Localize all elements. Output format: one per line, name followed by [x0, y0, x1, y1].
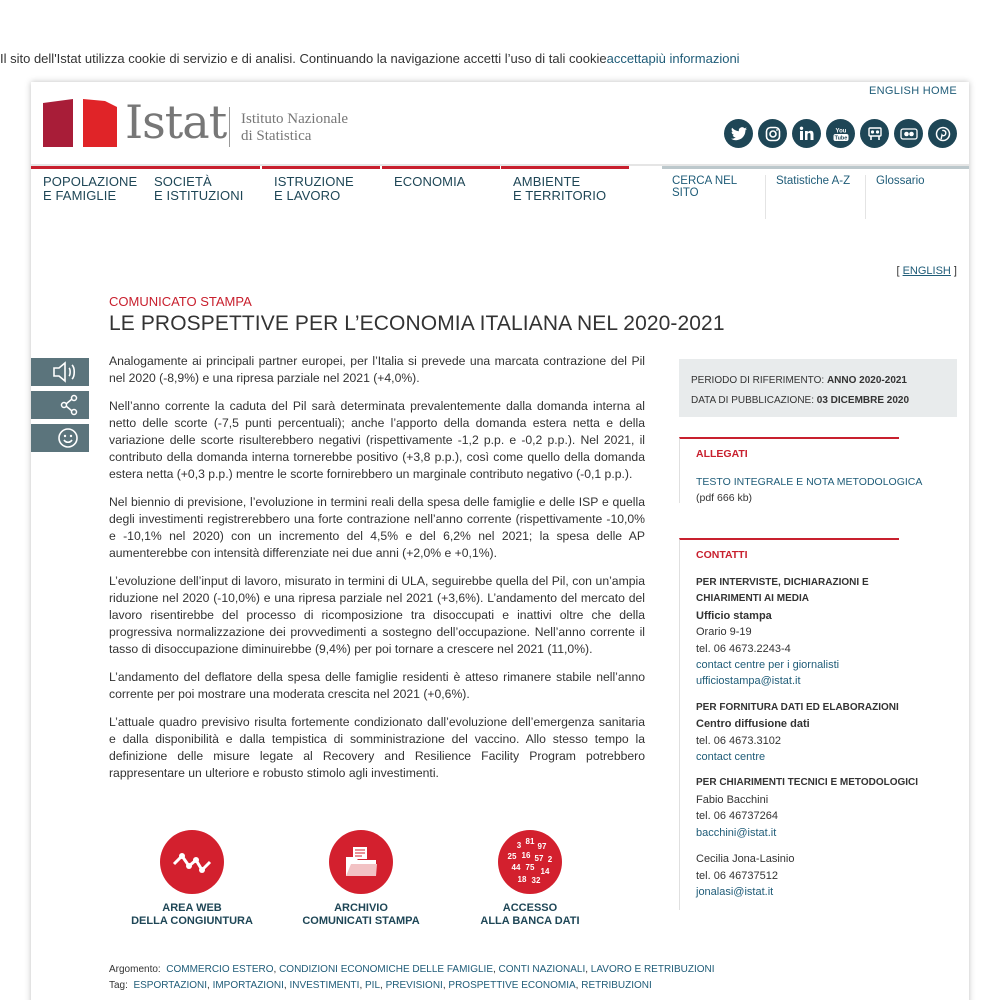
feature-label-line2: COMUNICATI STAMPA — [302, 915, 420, 927]
slideshare-icon[interactable] — [860, 119, 889, 148]
svg-text:32: 32 — [531, 876, 541, 885]
contact-phone: tel. 06 46737512 — [696, 869, 778, 882]
article-body — [109, 353, 645, 793]
svg-text:2: 2 — [547, 855, 553, 864]
cookie-text: Il sito dell'Istat utilizza cookie di servizio e di analisi. Continuando la navigazione accetti l’uso di tali cookie — [0, 51, 607, 66]
contact-phone: tel. 06 4673.2243-4 — [696, 642, 791, 655]
attachments-heading: ALLEGATI — [696, 448, 748, 460]
archivio-comunicati-link[interactable] — [291, 830, 431, 928]
svg-text:18: 18 — [517, 875, 527, 884]
contact-email-link[interactable]: bacchini@istat.it — [696, 826, 777, 839]
bracket-open: [ — [896, 265, 903, 277]
feature-label — [122, 902, 262, 928]
publication-info — [679, 359, 957, 417]
tag-link[interactable]: CONDIZIONI ECONOMICHE DELLE FAMIGLIE — [279, 964, 493, 975]
svg-text:81: 81 — [525, 837, 535, 846]
spacer — [696, 765, 899, 775]
nav-economia[interactable] — [382, 166, 500, 212]
contact-section-heading: PER INTERVISTE, DICHIARAZIONI E — [696, 577, 869, 588]
press-email-link[interactable]: ufficiostampa@istat.it — [696, 675, 801, 688]
publication-date-value: 03 DICEMBRE 2020 — [816, 395, 910, 406]
contact-phone: tel. 06 4673.3102 — [696, 734, 782, 747]
contact-phone: tel. 06 46737264 — [696, 810, 778, 823]
svg-text:Tube: Tube — [834, 135, 847, 142]
paragraph: Nel biennio di previsione, l’evoluzione in termini reali della spesa delle famiglie e delle ISP e quella degli investimenti registrerebbero una forte contrazione nell’anno corrente (rispettivamente -10,0% e -10,1% nel 2020) con un incremento del 4,5% e del 6,2% nel 2021; la spesa delle AP aumenterebbe con intensità differenziate nei due anni (+2,0% e +0,1%). — [109, 495, 645, 560]
svg-text:75: 75 — [525, 863, 535, 872]
database-numbers-icon — [498, 830, 562, 894]
paragraph: Nell’anno corrente la caduta del Pil sarà determinata prevalentemente dalla domanda interna al netto delle scorte (-7,5 punti percentuali); anche l’apporto della domanda estera netta e della variazione delle scorte risulterebbero negativi (rispettivamente -1,2 p.p. e -0,2 p.p.). Nel 2021, il contributo della domanda interna tornerebbe positivo (+3,8 p.p.), così come quello della domanda estera netta (+0,3 p.p.) mentre le scorte fornirebbero un marginale contributo negativo (-0,1 p.p.). — [109, 399, 645, 481]
nav-label-line1: ECONOMIA — [394, 174, 466, 189]
tag-row: Tag: ESPORTAZIONI, IMPORTAZIONI, INVESTIMENTI, PIL, PREVISIONI, PROSPETTIVE ECONOMIA, RETRIBUZIONI — [109, 980, 652, 991]
full-text-pdf-link[interactable]: TESTO INTEGRALE E NOTA METODOLOGICA — [696, 476, 923, 488]
tag-link[interactable]: INVESTIMENTI — [289, 980, 360, 991]
feature-label-line1: AREA WEB — [162, 902, 222, 914]
contacts-box — [679, 538, 919, 910]
svg-text:57: 57 — [534, 854, 544, 863]
nav-popolazione-famiglie[interactable] — [31, 166, 150, 212]
attachments-box — [679, 437, 923, 505]
paragraph: L’andamento del deflatore della spesa delle famiglie residenti è atteso rimanere stabile nell’anno corrente per poi mostrare una moderata crescita nel 2021 (+0,6%). — [109, 670, 645, 701]
nav-label-line1: ISTRUZIONE — [274, 174, 354, 189]
page-title: LE PROSPETTIVE PER L’ECONOMIA ITALIANA NEL 2020-2021 — [109, 312, 725, 335]
tag-link[interactable]: CONTI NAZIONALI — [498, 964, 586, 975]
logo-wordmark: Istat — [125, 95, 227, 149]
tag-link[interactable]: COMMERCIO ESTERO — [166, 964, 274, 975]
tag-link[interactable]: LAVORO E RETRIBUZIONI — [590, 964, 715, 975]
contact-section-heading: CHIARIMENTI AI MEDIA — [696, 593, 809, 605]
cookie-banner — [0, 51, 740, 66]
nav-label-line1: AMBIENTE — [513, 174, 581, 189]
area-web-congiuntura-link[interactable] — [122, 830, 262, 928]
tag-link[interactable]: IMPORTAZIONI — [212, 980, 284, 991]
contact-email-link[interactable]: jonalasi@istat.it — [696, 885, 774, 898]
svg-text:You: You — [835, 128, 846, 134]
feature-label-line1: ARCHIVIO — [334, 902, 388, 914]
tag-label: Tag: — [109, 980, 128, 991]
article-tags — [109, 962, 715, 994]
feedback-button[interactable] — [31, 424, 89, 452]
press-contact-centre-link[interactable]: contact centre per i giornalisti — [696, 659, 840, 672]
youtube-icon[interactable] — [826, 119, 855, 148]
logo-subtitle-line2: di Statistica — [241, 128, 312, 144]
argomento-label: Argomento: — [109, 964, 161, 975]
feature-label-line2: ALLA BANCA DATI — [480, 915, 580, 927]
flickr-icon[interactable] — [894, 119, 923, 148]
tag-link[interactable]: PIL — [365, 980, 381, 991]
english-home-link[interactable]: ENGLISH HOME — [869, 85, 957, 97]
paragraph: Analogamente ai principali partner europei, per l’Italia si prevede una marcata contrazione del Pil nel 2020 (-8,9%) e una ripresa parziale nel 2021 (+4,0%). — [109, 354, 645, 385]
publication-date — [691, 391, 945, 411]
tag-link[interactable]: RETRIBUZIONI — [581, 980, 652, 991]
contact-hours: Orario 9-19 — [696, 626, 752, 639]
linkedin-icon[interactable] — [792, 119, 821, 148]
nav-label-line2: E FAMIGLIE — [43, 188, 117, 203]
tag-link[interactable]: PREVISIONI — [385, 980, 443, 991]
search-site-link[interactable]: CERCA NEL SITO — [662, 175, 766, 219]
nav-ambiente-territorio[interactable] — [501, 166, 629, 212]
utility-nav — [662, 166, 969, 212]
data-contact-centre-link[interactable]: contact centre — [696, 751, 766, 764]
feature-label — [291, 902, 431, 928]
nav-societa-istituzioni[interactable] — [142, 166, 260, 212]
publication-date-label: DATA DI PUBBLICAZIONE: — [691, 395, 814, 406]
bracket-close: ] — [950, 265, 957, 277]
feature-label — [460, 902, 600, 928]
trend-line-icon — [160, 830, 224, 894]
reference-period — [691, 371, 945, 391]
logo-divider — [229, 107, 230, 147]
argomento-row: Argomento: COMMERCIO ESTERO, CONDIZIONI ECONOMICHE DELLE FAMIGLIE, CONTI NAZIONALI, LAVORO E RETRIBUZIONI — [109, 964, 715, 975]
reference-period-value: ANNO 2020-2021 — [826, 375, 907, 386]
feature-label-line1: ACCESSO — [502, 902, 558, 914]
tag-link[interactable]: PROSPETTIVE ECONOMIA — [448, 980, 576, 991]
cookie-accept-link[interactable]: accetta — [606, 51, 649, 66]
contacts-heading: CONTATTI — [696, 549, 748, 561]
paragraph: L’attuale quadro previsivo risulta fortemente condizionato dall’evoluzione dell’emergenza sanitaria e dalla disponibilità e dalla tempistica di somministrazione del vaccino. Allo stesso tempo la definizione delle misure legate al Recovery and Resilience Facility Program potrebbero rappresentare un ulteriore e robusto stimolo agli investimenti. — [109, 715, 645, 780]
svg-text:16: 16 — [521, 851, 531, 860]
paragraph: L’evoluzione dell’input di lavoro, misurato in termini di ULA, seguirebbe quella del Pil, con un’ampia riduzione nel 2020 (-10,0%) e una ripresa parziale nel 2021 (+3,6%). L’andamento del mercato del lavoro risentirebbe del processo di ricomposizione tra disoccupati e inattivi oltre che della progressiva normalizzazione dei provvedimenti a sostegno dell’occupazione. Nell’anno corrente il tasso di disoccupazione diminuirebbe (9,4%) per poi tornare a crescere nel 2021 (11,0%). — [109, 574, 645, 656]
nav-label-line1: SOCIETÀ — [154, 174, 212, 189]
cookie-more-info-link[interactable]: più informazioni — [648, 51, 740, 66]
contact-name: Fabio Bacchini — [696, 793, 769, 806]
tag-link[interactable]: ESPORTAZIONI — [133, 980, 207, 991]
share-button[interactable] — [31, 391, 89, 419]
article-kicker: COMUNICATO STAMPA — [109, 294, 252, 309]
nav-label-line2: E ISTITUZIONI — [154, 188, 244, 203]
logo-mark-icon — [43, 97, 121, 149]
page-container — [31, 82, 969, 1000]
contact-section-heading: PER CHIARIMENTI TECNICI E METODOLOGICI — [696, 777, 919, 789]
svg-text:3: 3 — [516, 841, 522, 850]
logo-subtitle-line1: Istituto Nazionale — [241, 111, 349, 127]
reference-period-label: PERIODO DI RIFERIMENTO: — [691, 375, 825, 386]
folder-icon — [329, 830, 393, 894]
logo-subtitle — [241, 111, 348, 145]
attachment-size: (pdf 666 kb) — [696, 492, 753, 505]
glossary-link[interactable]: Glossario — [876, 175, 925, 187]
svg-text:14: 14 — [540, 867, 550, 876]
smiley-icon — [57, 427, 79, 449]
contact-section-heading: PER FORNITURA DATI ED ELABORAZIONI — [696, 701, 899, 713]
instagram-icon[interactable] — [758, 119, 787, 148]
language-switch — [896, 265, 957, 277]
contact-name: Cecilia Jona-Lasinio — [696, 853, 795, 866]
contact-name: Centro diffusione dati — [696, 718, 810, 731]
feature-label-line2: DELLA CONGIUNTURA — [131, 915, 253, 927]
statistics-az-link[interactable]: Statistiche A-Z — [766, 175, 866, 219]
svg-text:44: 44 — [511, 863, 521, 872]
social-links — [724, 119, 957, 148]
svg-text:97: 97 — [537, 842, 547, 851]
twitter-icon[interactable] — [724, 119, 753, 148]
spacer — [696, 841, 899, 851]
pinterest-icon[interactable] — [928, 119, 957, 148]
accesso-banca-dati-link[interactable] — [460, 830, 600, 928]
speaker-icon — [51, 360, 79, 384]
nav-istruzione-lavoro[interactable] — [262, 166, 380, 212]
nav-label-line2: E TERRITORIO — [513, 188, 607, 203]
contact-name: Ufficio stampa — [696, 609, 772, 622]
nav-label-line2: E LAVORO — [274, 188, 341, 203]
listen-button[interactable] — [31, 358, 89, 386]
spacer — [696, 690, 899, 700]
english-link[interactable]: ENGLISH — [902, 265, 951, 277]
svg-text:25: 25 — [507, 852, 517, 861]
nav-label-line1: POPOLAZIONE — [43, 174, 138, 189]
share-icon — [59, 394, 79, 416]
